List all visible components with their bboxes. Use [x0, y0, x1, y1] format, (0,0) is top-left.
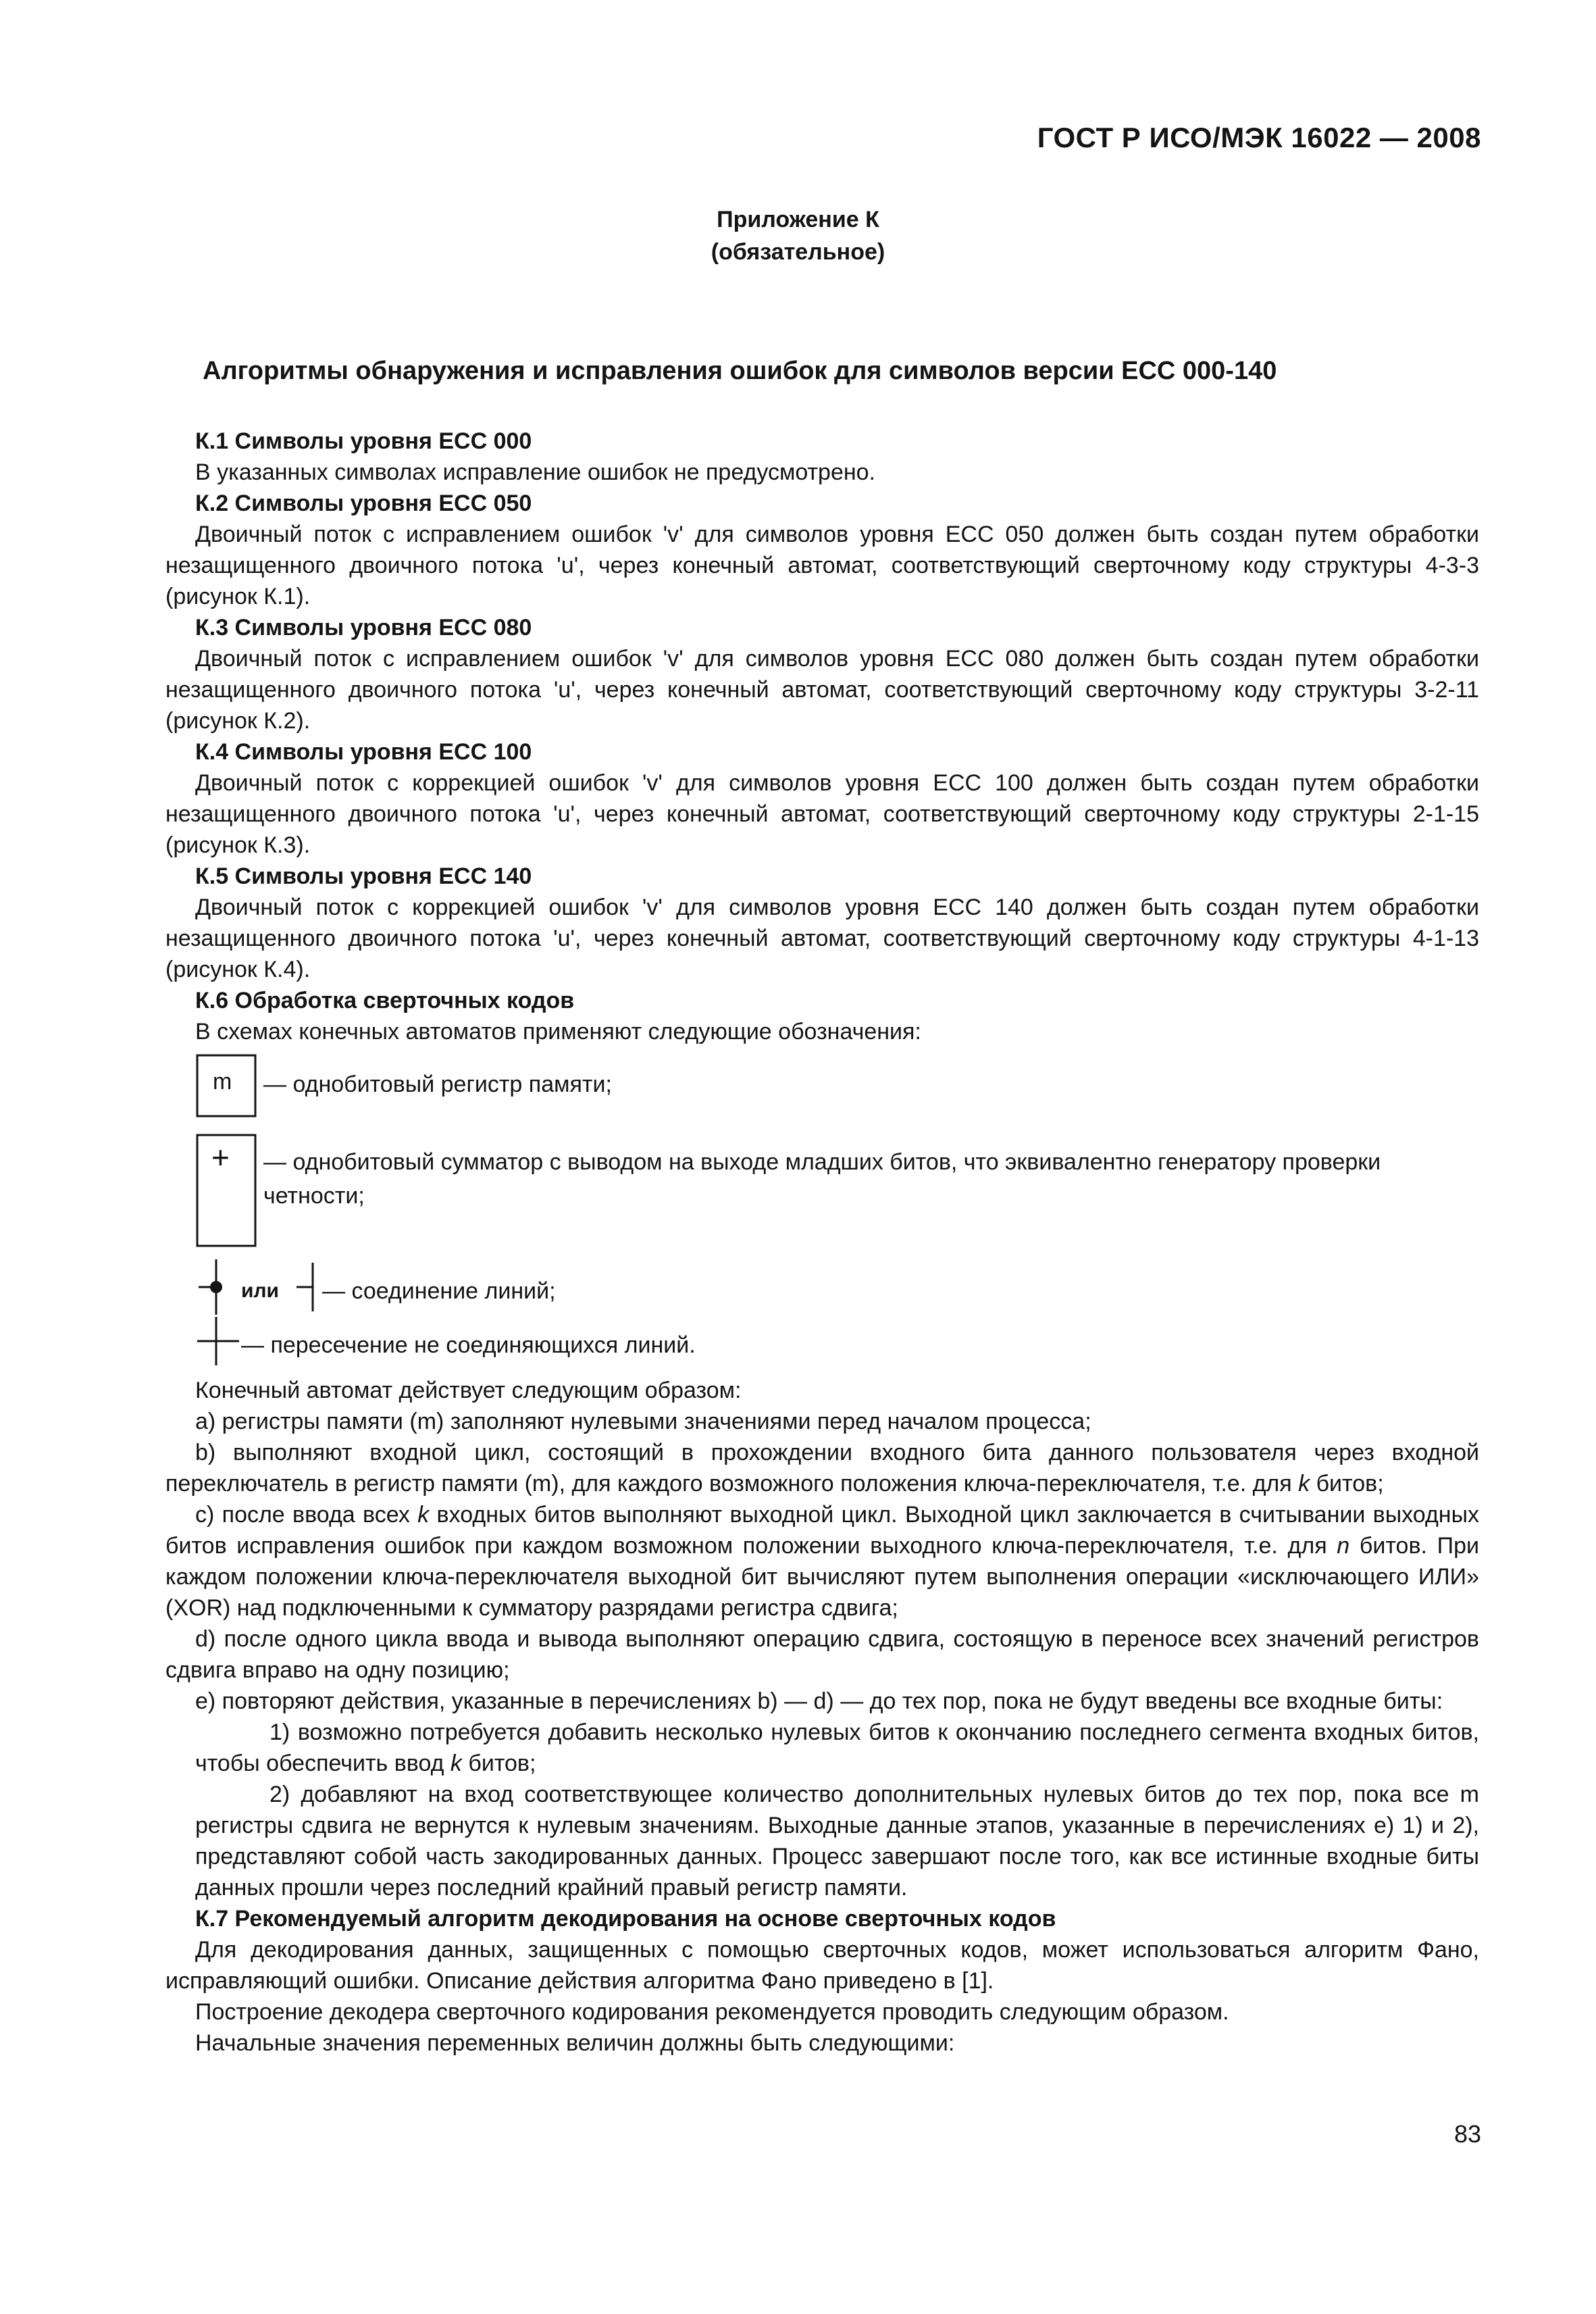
- step-e-1: [165, 1717, 1479, 1779]
- appendix-name: Приложение К: [717, 207, 879, 232]
- junction-tee-icon: [294, 1260, 321, 1314]
- step-e-1-text-2: битов;: [461, 1751, 536, 1776]
- paragraph-k2: Двоичный поток с исправлением ошибок 'v' для символов уровня ЕСС 050 должен быть создан путем обработки незащищенного двоичного потока 'u', через конечный автомат, соответствующий сверточному коду структуры 4-3-3 (рисунок К.1).: [165, 522, 1479, 609]
- step-b-text-2: битов;: [1310, 1471, 1384, 1496]
- adder-symbol: +: [211, 1140, 230, 1175]
- step-e: e) повторяют действия, указанные в перечислениях b) — d) — до тех пор, пока не будут введены все входные биты:: [195, 1688, 1443, 1714]
- step-e-1-k: k: [450, 1751, 462, 1776]
- step-c-text-3: битов. При каждом положении ключа-переключателя выходной бит вычисляют путем выполнения операции «исключающего ИЛИ» (XOR) над подключенными к сумматору разрядами регистра сдвига;: [165, 1533, 1479, 1621]
- crossing-lines-icon: [196, 1314, 243, 1368]
- step-b: [165, 1437, 1479, 1499]
- paragraph-k7-2: Построение декодера сверточного кодирования рекомендуется проводить следующим образом.: [195, 1999, 1229, 2025]
- step-c-text-1: c) после ввода всех: [195, 1502, 418, 1528]
- step-e-2: 2) добавляют на вход соответствующее количество дополнительных нулевых битов до тех пор, пока все m регистры сдвига не вернутся к нулевым значениям. Выходные данные этапов, указанные в перечислениях е) 1) и 2), представляют собой часть закодированных данных. Процесс завершают после того, как все истинные входные биты данных прошли через последний крайний правый регистр памяти.: [195, 1782, 1479, 1901]
- register-symbol: m: [213, 1069, 232, 1095]
- junction-dot-icon: [196, 1257, 236, 1317]
- paragraph-k7-3: Начальные значения переменных величин должны быть следующими:: [195, 2030, 955, 2056]
- register-description: — однобитовый регистр памяти;: [263, 1072, 612, 1097]
- step-d: d) после одного цикла ввода и вывода выполняют операцию сдвига, состоящую в переносе всех значений регистров сдвига вправо на одну позицию;: [165, 1626, 1479, 1683]
- page-number: 83: [1453, 2120, 1481, 2148]
- standard-header: ГОСТ Р ИСО/МЭК 16022 — 2008: [1037, 122, 1481, 153]
- paragraph-k1: В указанных символах исправление ошибок не предусмотрено.: [195, 459, 876, 485]
- appendix-status: (обязательное): [711, 239, 885, 265]
- step-c: [165, 1499, 1479, 1624]
- annex-title: Алгоритмы обнаружения и исправления ошибок для символов версии ECC 000-140: [203, 357, 1277, 385]
- section-heading-k4: К.4 Символы уровня ЕСС 100: [195, 739, 532, 765]
- section-heading-k5: К.5 Символы уровня ЕСС 140: [195, 863, 532, 889]
- paragraph-k5: Двоичный поток с коррекцией ошибок 'v' для символов уровня ЕСС 140 должен быть создан путем обработки незащищенного двоичного потока 'u', через конечный автомат, соответствующий сверточному коду структуры 4-1-13 (рисунок К.4).: [165, 895, 1479, 982]
- paragraph-k7-1: Для декодирования данных, защищенных с помощью сверточных кодов, может использоваться алгоритм Фано, исправляющий ошибки. Описание действия алгоритма Фано приведено в [1].: [165, 1937, 1479, 1994]
- section-heading-k7: К.7 Рекомендуемый алгоритм декодирования на основе сверточных кодов: [195, 1906, 1056, 1932]
- section-heading-k6: К.6 Обработка сверточных кодов: [195, 988, 575, 1013]
- crossing-description: — пересечение не соединяющихся линий.: [241, 1332, 696, 1358]
- paragraph-k4: Двоичный поток с коррекцией ошибок 'v' для символов уровня ЕСС 100 должен быть создан путем обработки незащищенного двоичного потока 'u', через конечный автомат, соответствующий сверточному коду структуры 2-1-15 (рисунок К.3).: [165, 770, 1479, 858]
- step-a: a) регистры памяти (m) заполняют нулевыми значениями перед началом процесса;: [195, 1409, 1091, 1434]
- step-b-k: k: [1298, 1471, 1310, 1496]
- junction-description: — соединение линий;: [322, 1278, 556, 1304]
- or-word: или: [241, 1280, 279, 1302]
- document-body: [165, 426, 1479, 2059]
- section-heading-k3: К.3 Символы уровня ЕСС 080: [195, 615, 532, 640]
- paragraph-k6-intro: В схемах конечных автоматов применяют следующие обозначения:: [195, 1019, 921, 1045]
- section-heading-k2: К.2 Символы уровня ЕСС 050: [195, 491, 532, 516]
- step-c-k: k: [417, 1502, 430, 1528]
- paragraph-k3: Двоичный поток с исправлением ошибок 'v' для символов уровня ЕСС 080 должен быть создан путем обработки незащищенного двоичного потока 'u', через конечный автомат, соответствующий сверточному коду структуры 3-2-11 (рисунок К.2).: [165, 646, 1479, 734]
- section-heading-k1: К.1 Символы уровня ЕСС 000: [195, 428, 532, 454]
- adder-description: — однобитовый сумматор с выводом на выходе младших битов, что эквивалентно генератору проверки четности;: [263, 1149, 1381, 1209]
- step-c-n: n: [1337, 1533, 1350, 1559]
- step-b-text-1: b) выполняют входной цикл, состоящий в прохождении входного бита данного пользователя через входной переключатель в регистр памяти (m), для каждого возможного положения ключа-переключателя, т.е. для: [165, 1440, 1479, 1496]
- notation-legend: [165, 1047, 1479, 1375]
- fsm-intro: Конечный автомат действует следующим образом:: [195, 1378, 742, 1403]
- step-c-text-2: входных битов выполняют выходной цикл. Выходной цикл заключается в считывании выходных битов исправления ошибок при каждом возможном положении выходного ключа-переключателя, т.е. для: [165, 1502, 1480, 1559]
- step-e-1-text-1: 1) возможно потребуется добавить несколько нулевых битов к окончанию последнего сегмента входных битов, чтобы обеспечить ввод: [195, 1719, 1479, 1776]
